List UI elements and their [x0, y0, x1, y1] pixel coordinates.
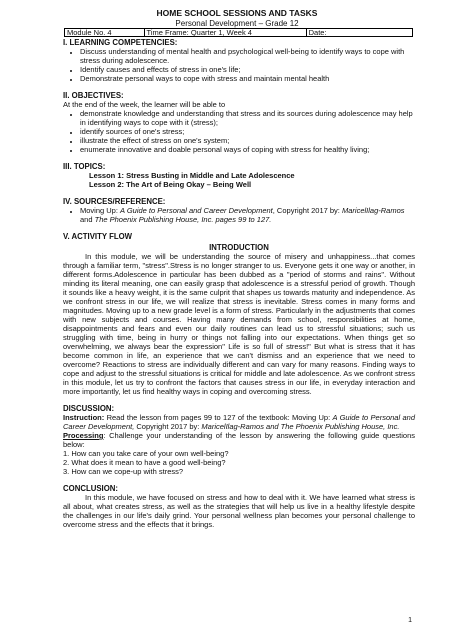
page-number-value: 1	[408, 617, 412, 624]
instruction-label: Instruction:	[63, 413, 105, 422]
source-authors: MaricelIlag-Ramos	[341, 206, 405, 215]
conclusion-paragraph: In this module, we have focused on stress and how to deal with it. We have learned what stress is all about, what creates stress, as well as the strategies that will help us live in a healthy lifestyle despite the challenges in our life's daily grind. Your personal wellness plan becomes your personal challenge to overcome stress and the effects that it brings.	[63, 493, 415, 529]
instruction-authors: MaricelIlag-Ramos and The Phoenix Publishing House, Inc.	[201, 422, 400, 431]
module-info-table	[64, 28, 413, 37]
guide-question: 2. What does it mean to have a good well-being?	[63, 458, 226, 467]
topics-heading: III. TOPICS:	[63, 162, 106, 171]
date-field: Date:____________________	[308, 28, 410, 37]
activity-heading: V. ACTIVITY FLOW	[63, 232, 133, 241]
source-title: A Guide to Personal and Career Development	[120, 206, 273, 215]
list-item: • demonstrate knowledge and understanding that stress and its sources during adolescence may help in identifying ways to cope with it (stress);	[80, 109, 415, 127]
lesson-1-title: Lesson 1: Stress Busting in Middle and Late Adolescence	[89, 171, 295, 180]
introduction-heading: INTRODUCTION	[209, 243, 269, 252]
document-subtitle: Personal Development – Grade 12	[175, 19, 299, 28]
sources-heading: IV. SOURCES/REFERENCE:	[63, 197, 166, 206]
list-item: • Demonstrate personal ways to cope with stress and maintain mental health	[80, 74, 415, 83]
list-item: • Identify causes and effects of stress in one's life;	[80, 65, 415, 74]
source-and: and	[80, 215, 95, 224]
list-item: • identify sources of one's stress;	[80, 127, 415, 136]
sources-list	[63, 206, 415, 224]
processing-text: : Challenge your understanding of the lesson by answering the following guide questions below:	[63, 431, 415, 449]
time-frame: Time Frame: Quarter 1, Week 4	[145, 29, 307, 36]
processing-paragraph	[63, 431, 415, 449]
source-prefix: Moving Up:	[80, 206, 121, 215]
list-item: • Discuss understanding of mental health and psychological well-being to identify ways to cope with stress during adolescence.	[80, 47, 415, 65]
source-item	[80, 206, 415, 224]
page-number	[0, 617, 474, 624]
module-number: Module No. 4	[65, 29, 145, 36]
competencies-list	[63, 47, 415, 83]
instruction-text: Read the lesson from pages 99 to 127 of the textbook: Moving Up:	[104, 413, 333, 422]
source-publisher: The Phoenix Publishing House, Inc. pages 99 to 127.	[94, 215, 272, 224]
guide-question: 1. How can you take care of your own well-being?	[63, 449, 229, 458]
document-body	[63, 38, 415, 529]
objectives-intro: At the end of the week, the learner will be able to	[63, 100, 226, 109]
guide-question: 3. How can we cope-up with stress?	[63, 467, 184, 476]
objectives-heading: II. OBJECTIVES:	[63, 91, 124, 100]
source-mid: , Copyright 2017 by:	[272, 206, 342, 215]
instruction-paragraph	[63, 413, 415, 431]
instruction-mid: Copyright 2017 by:	[134, 422, 202, 431]
introduction-paragraph: In this module, we will be understanding the source of misery and unhappiness...that comes through a familiar term, "stress".Stress is no longer stranger to us. Everyone gets it one way or another, in different forms.Adolescence in particular has been dubbed as a "period of storms and rains". Without minding its literal meaning, one can easily grasp that adolescence is a stressful period of growth. Though it sounds like a heavy weight, it is the same culprit that shapes us towards maturity and independence. As we confront stress in our life, we will realize that stress is inevitable. Stress comes in many forms and magnitudes. Moving up to a new grade level is a form of stress. Particularly in the adjustments that comes with new subjects and courses. Having many demands from school, responsibilities at home, disappointments and fears and even our daily routines can lead us to stressful situations; such us struggling with time, being in hurry or things not falling into our expectations. When things get so overwhelming, we always bear the expression" Life is so full of stress!" But what is stress that it has become common in life, an experience that we can't dismiss and an experience that we need to overcome? Reactions to stress are individually different and can vary for many reasons. Finding ways to cope and adjust to the stressful situations is critical for middle and late adolescence. As we confront stress in this module, let us try to confront the factors that causes stress in our life, in everyday interaction and more importantly, let us find healthy ways in coping and overcoming stress.	[63, 252, 415, 396]
conclusion-heading: CONCLUSION:	[63, 484, 119, 493]
competencies-heading: I. LEARNING COMPETENCIES:	[63, 38, 178, 47]
list-item: • illustrate the effect of stress on one's system;	[80, 136, 415, 145]
document-title: HOME SCHOOL SESSIONS AND TASKS	[156, 8, 318, 18]
objectives-list	[63, 109, 415, 154]
list-item: • enumerate innovative and doable personal ways of coping with stress for healthy living;	[80, 145, 415, 154]
lesson-2-title: Lesson 2: The Art of Being Okay – Being Well	[89, 180, 252, 189]
discussion-heading: DISCUSSION:	[63, 404, 115, 413]
processing-label: Processing	[63, 431, 104, 440]
instruction-title: A Guide to Personal and Career Development,	[63, 413, 415, 431]
